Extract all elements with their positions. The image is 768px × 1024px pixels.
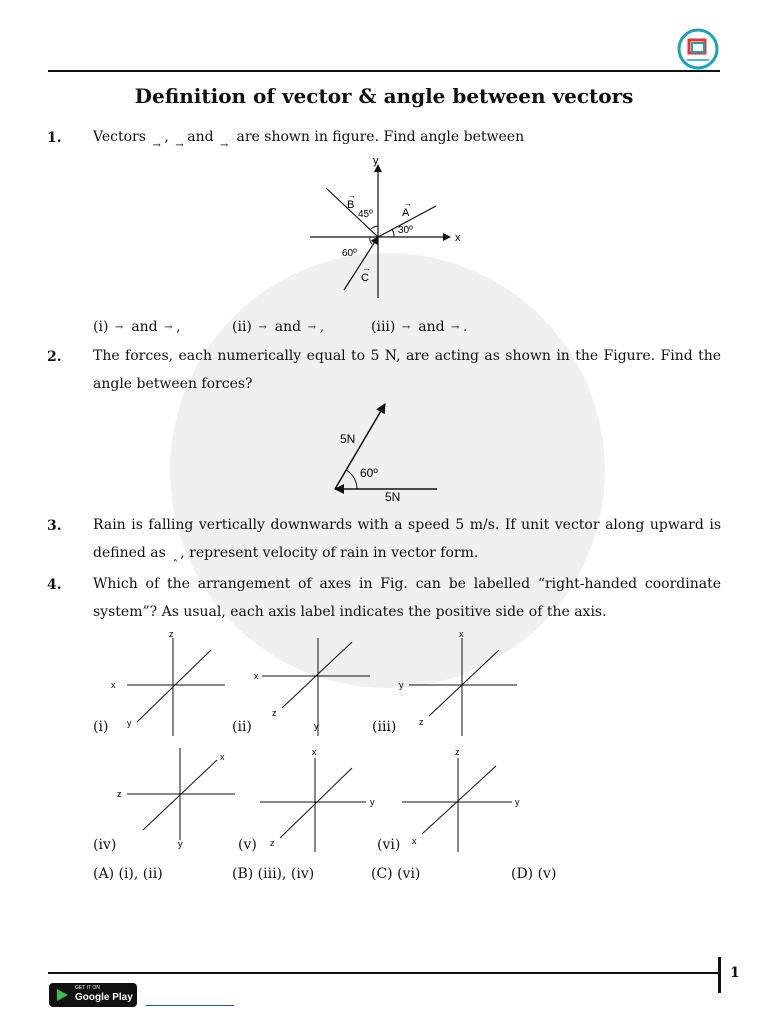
q2-force-figure [325, 395, 445, 510]
axes-figure-i-label: (i) [93, 719, 109, 735]
horizontal-axis-label: y [515, 797, 520, 807]
question-4-text: Which of the arrangement of axes in Fig. can be labelled “right-handed coordinate system”? As usual, each axis label indicates the positive side of the axis. [93, 576, 721, 620]
header-rule [48, 70, 720, 72]
answer-option-a: (A) (i), (ii) [93, 866, 163, 882]
horizontal-axis-label: z [117, 789, 122, 799]
vector-b-arrow-icon: → [347, 190, 356, 200]
option-prefix: (i) [93, 319, 109, 335]
play-badge-small-text: GET IT ON [75, 985, 100, 991]
vector-a-arrow-icon: → [403, 198, 412, 208]
diagonal-axis-label: z [419, 717, 424, 727]
q3-text-pre: Rain is falling vertically downwards with a speed 5 m/s. If unit vector along upward is defined as [93, 517, 721, 561]
answer-option-b: (B) (iii), (iv) [232, 866, 315, 882]
vertical-axis-label: y [178, 839, 183, 849]
vertical-axis-label: x [459, 629, 464, 639]
q1-option-3 [371, 319, 468, 335]
axes-figure-i [105, 628, 225, 738]
vertical-axis-label: y [314, 721, 319, 731]
option-and: and [418, 319, 445, 335]
q1-vector-figure [300, 150, 480, 300]
q1-and: and [187, 129, 214, 145]
vector-c-arrow-icon: → [362, 263, 371, 273]
option-and: and [274, 319, 302, 335]
q1-text-post: are shown in figure. Find angle between [236, 129, 525, 145]
diagonal-axis-label: x [412, 836, 417, 846]
axes-figure-v-label: (v) [238, 837, 257, 853]
axes-figure-ii-label: (ii) [232, 719, 252, 735]
axes-figure-vi [400, 746, 530, 856]
footer-rule [48, 972, 720, 974]
play-badge-text: Google Play [75, 992, 133, 1003]
option-prefix: (iii) [371, 319, 396, 335]
vertical-axis-label: x [312, 747, 317, 757]
brand-logo-icon [677, 28, 719, 70]
q1-option-2 [232, 319, 324, 335]
axes-figure-iii-label: (iii) [372, 719, 397, 735]
answer-option-c: (C) (vi) [371, 866, 421, 882]
diagonal-axis-label: x [220, 752, 225, 762]
vector-a-label: A [402, 207, 410, 219]
y-axis-label: y [373, 155, 379, 167]
option-suffix: . [463, 319, 468, 335]
vector-c-label: C [361, 272, 369, 284]
diagonal-axis-label: z [270, 838, 275, 848]
angle-b-label: 45º [358, 209, 373, 220]
horizontal-axis-label: y [399, 680, 404, 690]
google-play-badge[interactable] [49, 983, 137, 1007]
q1-option-1 [93, 319, 181, 335]
horizontal-axis-label: x [254, 671, 259, 681]
vector-b-label: B [347, 199, 355, 211]
question-3-text [93, 511, 721, 567]
axes-figure-iv [113, 746, 238, 856]
option-and: and [131, 319, 158, 335]
angle-c-label: 60º [342, 248, 357, 259]
q1-comma: , [164, 129, 169, 145]
page-number-bar [718, 957, 721, 993]
axes-figure-ii [252, 628, 372, 738]
diagonal-axis-label: y [127, 718, 132, 728]
option-prefix: (ii) [232, 319, 252, 335]
horizontal-axis-label: x [111, 680, 116, 690]
axes-figure-v [258, 746, 383, 856]
vertical-axis-label: z [455, 747, 460, 757]
angle-a-label: 30º [398, 225, 413, 236]
horizontal-axis-label: y [370, 797, 375, 807]
force-2-label: 5N [385, 490, 401, 504]
question-1-number: 1. [47, 130, 62, 146]
answer-option-d: (D) (v) [511, 866, 557, 882]
force-1-label: 5N [340, 432, 356, 446]
footer-link-underline[interactable] [146, 1005, 234, 1006]
axes-figure-iv-label: (iv) [93, 837, 117, 853]
axes-figure-iii [395, 628, 525, 738]
page-number: 1 [730, 965, 740, 981]
question-1-text [93, 123, 721, 151]
question-2-number: 2. [47, 349, 62, 365]
q1-text-pre: Vectors [93, 129, 146, 145]
question-3-number: 3. [47, 518, 62, 534]
option-suffix: , [319, 319, 325, 335]
question-2-text: The forces, each numerically equal to 5 N, are acting as shown in the Figure. Find the angle between forces? [93, 348, 721, 392]
option-suffix: , [176, 319, 181, 335]
q3-text-post: , represent velocity of rain in vector form. [180, 545, 479, 561]
x-axis-label: x [455, 232, 461, 244]
page-title: Definition of vector & angle between vectors [134, 84, 634, 108]
diagonal-axis-label: z [272, 708, 277, 718]
vertical-axis-label: z [169, 629, 174, 639]
angle-label: 60º [360, 466, 378, 480]
play-store-icon [57, 989, 68, 1001]
question-4-number: 4. [47, 577, 62, 593]
axes-figure-vi-label: (vi) [377, 837, 401, 853]
